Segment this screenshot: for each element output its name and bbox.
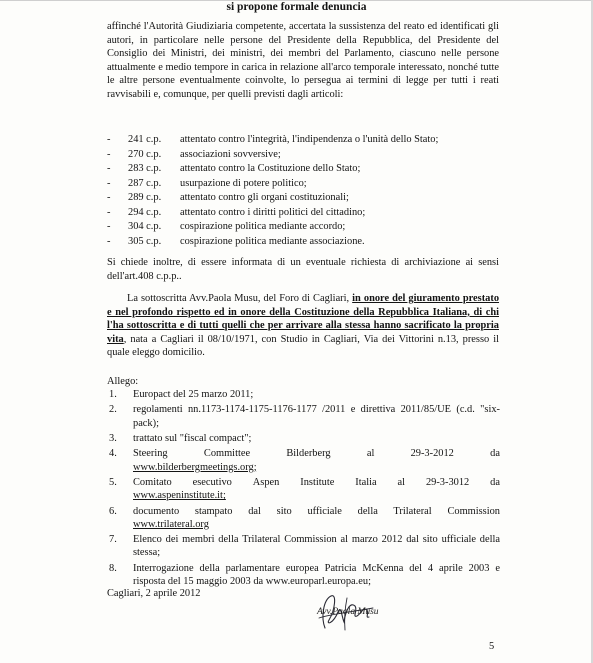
- attachment-number: 2.: [109, 404, 117, 416]
- attachment-number: 8.: [109, 562, 117, 574]
- bilderberg-link[interactable]: www.bilderbergmeetings.org;: [133, 461, 257, 473]
- attachments-heading: Allego:: [107, 376, 139, 387]
- article-description: associazioni sovversive;: [180, 148, 281, 160]
- attachment-word: da: [490, 476, 500, 488]
- article-dash: -: [107, 148, 111, 160]
- article-description: attentato contro gli organi costituzionali;: [180, 192, 349, 203]
- attachment-number: 7.: [109, 534, 117, 546]
- attachment-number: 4.: [109, 448, 117, 460]
- attachment-word: 29-3-2012: [410, 448, 454, 460]
- article-code: 305 c.p.: [128, 235, 162, 247]
- attachment-word: da: [490, 448, 500, 460]
- article-dash: -: [107, 134, 111, 145]
- attachment-number: 1.: [109, 389, 117, 400]
- article-item: [107, 206, 527, 221]
- article-item: [107, 162, 527, 177]
- attachments-list: [107, 388, 500, 590]
- attachment-text: Elenco dei membri della Trilateral Commission al marzo 2012 dal sito ufficiale della stessa;: [133, 534, 500, 559]
- archiving-paragraph: Si chiede inoltre, di essere informata di un eventuale richiesta di archiviazione ai sensi dell'art.408 c.p.p..: [107, 257, 499, 282]
- attachment-word: Italia: [355, 476, 377, 488]
- attachment-word: 29-3-3012: [425, 476, 470, 488]
- article-code: 270 c.p.: [128, 148, 162, 160]
- attachment-text: documento stampato dal sito ufficiale della Trilateral Commission: [133, 505, 500, 517]
- article-item: [107, 235, 527, 250]
- attachment-text: [133, 476, 500, 489]
- article-code: 304 c.p.: [128, 221, 162, 232]
- article-code: 287 c.p.: [128, 177, 162, 189]
- attachment-item: [107, 562, 500, 588]
- article-item: [107, 177, 527, 192]
- article-dash: -: [107, 192, 111, 203]
- attachment-item: [107, 447, 500, 473]
- attachment-item: [107, 432, 500, 445]
- article-description: usurpazione di potere politico;: [180, 177, 307, 189]
- attachment-word: Steering: [133, 448, 168, 460]
- signature-image: [311, 588, 421, 634]
- article-dash: -: [107, 221, 111, 232]
- signatory-details: , nata a Cagliari il 08/10/1971, con Studio in Cagliari, Via dei Vittorini n.13, presso il quale eleggo domicilio.: [107, 333, 499, 358]
- attachment-item: [107, 403, 500, 429]
- attachment-number: 5.: [109, 476, 117, 488]
- attachment-item: [107, 476, 500, 502]
- article-item: [107, 220, 527, 235]
- articles-list: [107, 133, 527, 249]
- attachment-word: Bilderberg: [286, 448, 331, 460]
- article-description: cospirazione politica mediante accordo;: [180, 221, 346, 232]
- signatory-paragraph: [107, 292, 499, 360]
- attachment-text: trattato sul "fiscal compact";: [133, 432, 252, 444]
- attachment-word: Comitato: [133, 476, 172, 488]
- article-item: [107, 191, 527, 206]
- article-dash: -: [107, 163, 111, 174]
- oath-statement: in onore del giuramento prestato e nel profondo rispetto ed in onore della Costituzione della Repubblica Italiana, di chi l'ha sottoscritta e di tutti quelli che per arrivare alla stessa hanno sacrificato la propria vita: [107, 293, 500, 345]
- attachment-word: Institute: [300, 476, 335, 488]
- section-heading: si propone formale denuncia: [226, 1, 367, 13]
- article-code: 241 c.p.: [128, 134, 162, 145]
- article-dash: -: [107, 235, 111, 247]
- article-description: attentato contro i diritti politici del cittadino;: [180, 206, 366, 218]
- attachment-text: Europact del 25 marzo 2011;: [133, 389, 254, 400]
- attachment-item: [107, 505, 500, 531]
- attachment-word: Committee: [203, 448, 251, 460]
- article-description: cospirazione politica mediante associazione.: [180, 235, 365, 247]
- attachment-word: al: [366, 448, 375, 460]
- article-description: attentato contro la Costituzione dello Stato;: [180, 163, 361, 174]
- attachment-item: [107, 388, 500, 401]
- attachment-text: Interrogazione della parlamentare europea Patricia McKenna del 4 aprile 2003 e risposta del 15 maggio 2003 da www.europarl.europa.eu;: [133, 562, 500, 587]
- signatory-intro: La sottoscritta Avv.Paola Musu, del Foro di Cagliari,: [127, 293, 353, 304]
- article-code: 283 c.p.: [128, 163, 162, 174]
- aspen-link[interactable]: www.aspeninstitute.it;: [133, 490, 226, 502]
- attachment-word: Aspen: [252, 476, 280, 488]
- signature-text: Avv.Paola Musu: [317, 607, 379, 617]
- article-dash: -: [107, 177, 111, 189]
- request-paragraph: affinché l'Autorità Giudiziaria competente, accertata la sussistenza del reato ed identificati gli autori, in particolare nelle persone del Presidente della Repubblica, del Presidente del Consiglio dei Ministri, dei ministri, dei membri del Parlamento, ciascuno nelle persone attualmente e medio tempore in carica in relazione all'arco temporale interessato, nonché tutte le altre persone eventualmente coinvolte, lo persegua ai termini di legge per tutti i reati ravvisabili e, comunque, per quelli previsti dagli articoli:: [107, 21, 499, 100]
- page-number: 5: [489, 641, 495, 652]
- place-date: Cagliari, 2 aprile 2012: [107, 588, 201, 599]
- attachment-item: [107, 533, 500, 559]
- article-code: 294 c.p.: [128, 206, 162, 218]
- attachment-number: 3.: [109, 432, 117, 444]
- article-description: attentato contro l'integrità, l'indipendenza o l'unità dello Stato;: [180, 134, 439, 145]
- article-item: [107, 133, 527, 148]
- article-item: [107, 148, 527, 163]
- attachment-word: al: [397, 476, 406, 488]
- attachment-text: regolamenti nn.1173-1174-1175-1176-1177 /2011 e direttiva 2011/85/UE (c.d. "six-pack);: [133, 404, 500, 429]
- trilateral-link[interactable]: www.trilateral.org: [133, 518, 209, 530]
- attachment-text: [133, 447, 500, 460]
- article-code: 289 c.p.: [128, 192, 162, 203]
- attachment-word: esecutivo: [192, 476, 232, 488]
- article-dash: -: [107, 206, 111, 218]
- attachment-number: 6.: [109, 505, 117, 517]
